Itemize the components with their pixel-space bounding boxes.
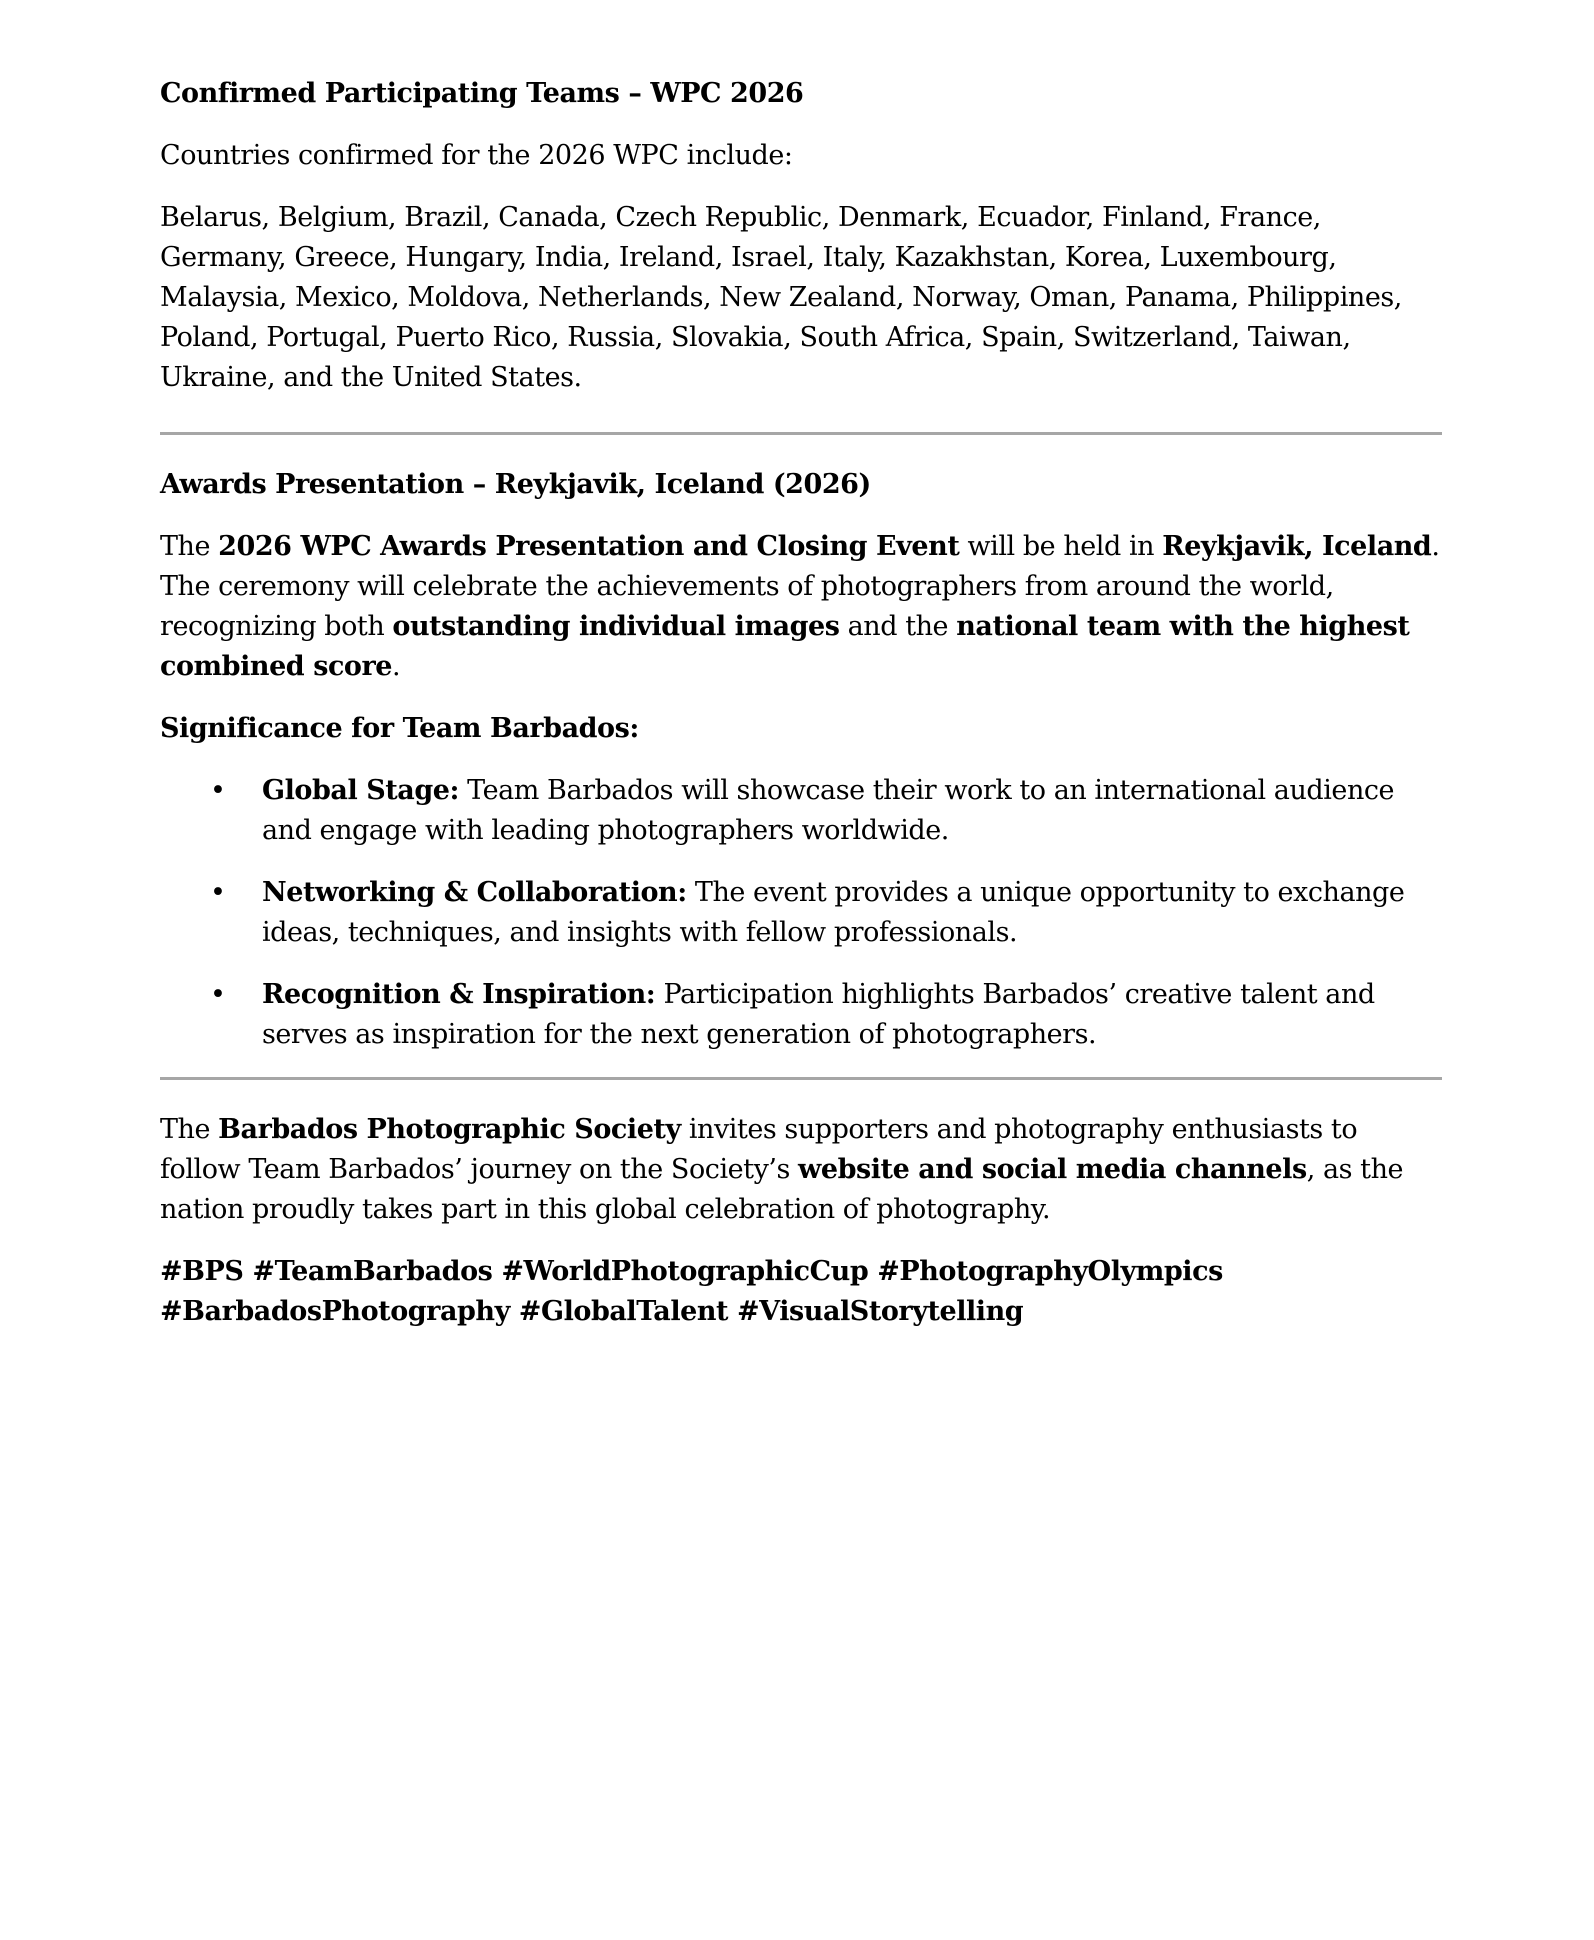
bullet-label: Recognition & Inspiration: bbox=[262, 979, 656, 1010]
bullet-label: Global Stage: bbox=[262, 775, 459, 806]
awards-individual-images: outstanding individual images bbox=[392, 611, 840, 642]
list-item bbox=[160, 975, 1442, 1055]
society-text: The bbox=[160, 1114, 219, 1145]
society-text: , as the nation proudly takes part in this global celebration of photography. bbox=[160, 1154, 1404, 1225]
list-item bbox=[160, 873, 1442, 953]
hashtags-line-1: #BPS #TeamBarbados #WorldPhotographicCup #PhotographyOlympics bbox=[160, 1256, 1223, 1287]
significance-heading: Significance for Team Barbados: bbox=[160, 713, 639, 744]
awards-event-name: 2026 WPC Awards Presentation and Closing Event bbox=[218, 531, 960, 562]
awards-text: . The ceremony will celebrate the achievements of photographers from around the world, recognizing both bbox=[160, 531, 1440, 642]
countries-list: Belarus, Belgium, Brazil, Canada, Czech Republic, Denmark, Ecuador, Finland, France, Germany, Greece, Hungary, India, Ireland, Israel, Italy, Kazakhstan, Korea, Luxembourg, Malaysia, Mexico, Moldova, Netherlands, New Zealand, Norway, Oman, Panama, Philippines, Poland, Portugal, Puerto Rico, Russia, Slovakia, South Africa, Spain, Switzerland, Taiwan, Ukraine, and the United States. bbox=[160, 202, 1402, 393]
hashtags-line-2: #BarbadosPhotography #GlobalTalent #VisualStorytelling bbox=[160, 1296, 1024, 1327]
society-name: Barbados Photographic Society bbox=[218, 1114, 681, 1145]
countries-intro: Countries confirmed for the 2026 WPC include: bbox=[160, 140, 793, 171]
bullet-icon: • bbox=[210, 979, 226, 1010]
society-text: invites supporters and photography enthusiasts to follow Team Barbados’ journey on the Society’s bbox=[160, 1114, 1358, 1185]
bullet-text: Team Barbados will showcase their work to an international audience and engage with leading photographers worldwide. bbox=[262, 775, 1395, 846]
awards-text: and the bbox=[839, 611, 957, 642]
awards-text: . bbox=[392, 651, 401, 682]
awards-text: will be held in bbox=[959, 531, 1163, 562]
document-page bbox=[160, 74, 1442, 1332]
awards-paragraph bbox=[160, 527, 1442, 687]
hashtags bbox=[160, 1252, 1442, 1332]
bullet-icon: • bbox=[210, 877, 226, 908]
society-channels: website and social media channels bbox=[798, 1154, 1307, 1185]
bullet-label: Networking & Collaboration: bbox=[262, 877, 687, 908]
bullet-text: The event provides a unique opportunity to exchange ideas, techniques, and insights with fellow professionals. bbox=[262, 877, 1405, 948]
bullet-text: Participation highlights Barbados’ creative talent and serves as inspiration for the next generation of photographers. bbox=[262, 979, 1375, 1050]
society-paragraph bbox=[160, 1110, 1442, 1230]
section-heading-participating-teams: Confirmed Participating Teams – WPC 2026 bbox=[160, 78, 804, 109]
significance-list bbox=[160, 771, 1442, 1055]
bullet-icon: • bbox=[210, 775, 226, 806]
section-heading-awards-presentation: Awards Presentation – Reykjavik, Iceland (2026) bbox=[160, 469, 871, 500]
awards-national-team: national team with the highest combined score bbox=[160, 611, 1410, 682]
list-item bbox=[160, 771, 1442, 851]
awards-text: The bbox=[160, 531, 219, 562]
awards-location: Reykjavik, Iceland bbox=[1162, 531, 1432, 562]
section-divider bbox=[160, 432, 1442, 435]
section-divider bbox=[160, 1077, 1442, 1080]
